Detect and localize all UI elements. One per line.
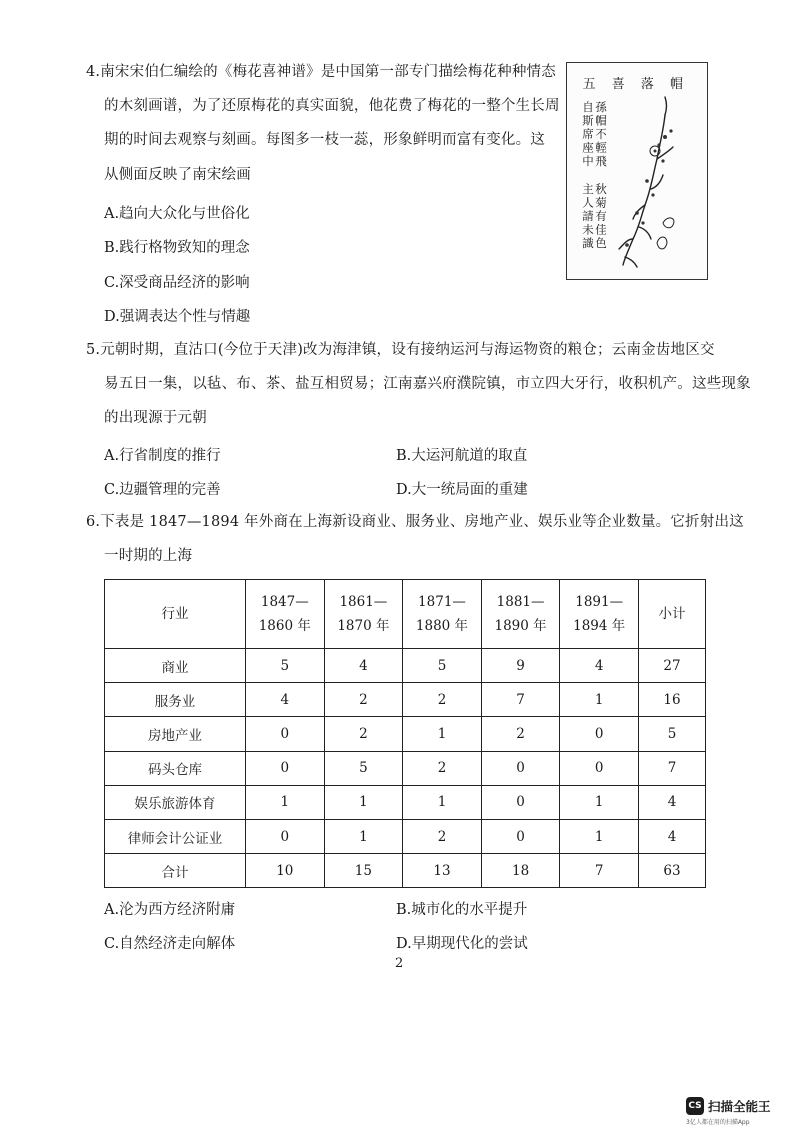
row-period-value: 18 (481, 854, 560, 888)
q4-option-b: B.践行格物致知的理念 (104, 240, 250, 256)
figure-poem-col-4: 主人請未識 (581, 183, 595, 251)
figure-title: 五 喜 落 帽 (582, 77, 689, 92)
table-row (105, 819, 706, 853)
row-period-value: 1 (560, 785, 639, 819)
watermark-name: 扫描全能王 (708, 1099, 771, 1114)
header-period-5: 1891— 1894 年 (560, 580, 639, 649)
row-subtotal: 4 (639, 785, 706, 819)
row-subtotal: 4 (639, 819, 706, 853)
row-period-value: 4 (246, 683, 325, 717)
row-industry-name: 房地产业 (105, 717, 246, 751)
row-period-value: 2 (324, 683, 403, 717)
row-industry-name: 律师会计公证业 (105, 819, 246, 853)
row-period-value: 5 (324, 751, 403, 785)
page-number: 2 (395, 956, 404, 971)
camscanner-logo-icon: CS (686, 1097, 704, 1115)
row-period-value: 7 (560, 854, 639, 888)
header-period-2: 1861— 1870 年 (324, 580, 403, 649)
enterprise-count-table (104, 579, 706, 888)
q4-stem-line-2: 的木刻画谱，为了还原梅花的真实面貌，他花费了梅花的一整个生长周 (104, 98, 560, 114)
row-period-value: 15 (324, 854, 403, 888)
q5-option-b: B.大运河航道的取直 (396, 448, 528, 464)
header-period-3: 1871— 1880 年 (403, 580, 482, 649)
table-header-row (105, 580, 706, 649)
row-period-value: 2 (324, 717, 403, 751)
q5-stem-line-1: 5.元朝时期，直沽口(今位于天津)改为海津镇，设有接纳运河与海运物资的粮仓；云南金齿地区交 (86, 342, 715, 358)
row-period-value: 1 (324, 819, 403, 853)
row-period-value: 1 (403, 785, 482, 819)
q5-stem-line-3: 的出现源于元朝 (104, 410, 207, 426)
q4-stem-line-3: 期的时间去观察与刻画。每图多一枝一蕊，形象鲜明而富有变化。这 (104, 132, 545, 148)
figure-poem-col-1: 孫帽不輕飛 (594, 101, 608, 169)
row-industry-name: 服务业 (105, 683, 246, 717)
table-row (105, 683, 706, 717)
row-period-value: 1 (324, 785, 403, 819)
row-period-value: 0 (560, 751, 639, 785)
q5-option-d: D.大一统局面的重建 (396, 482, 528, 498)
header-period-1: 1847— 1860 年 (246, 580, 325, 649)
row-period-value: 1 (246, 785, 325, 819)
row-period-value: 4 (560, 649, 639, 683)
row-period-value: 0 (481, 785, 560, 819)
q6-option-b: B.城市化的水平提升 (396, 902, 528, 918)
row-subtotal: 16 (639, 683, 706, 717)
q6-option-c: C.自然经济走向解体 (104, 936, 236, 952)
row-period-value: 7 (481, 683, 560, 717)
row-subtotal: 7 (639, 751, 706, 785)
row-period-value: 4 (324, 649, 403, 683)
row-period-value: 0 (481, 751, 560, 785)
row-period-value: 5 (246, 649, 325, 683)
q6-option-d: D.早期现代化的尝试 (396, 936, 528, 952)
row-industry-name: 码头仓库 (105, 751, 246, 785)
row-period-value: 2 (403, 751, 482, 785)
header-subtotal: 小计 (639, 580, 706, 649)
figure-poem-col-2: 秋菊有佳色 (594, 183, 608, 251)
row-period-value: 0 (246, 819, 325, 853)
row-period-value: 2 (403, 819, 482, 853)
figure-poem-col-3: 自斯席座中 (581, 101, 595, 169)
row-period-value: 2 (481, 717, 560, 751)
q5-option-c: C.边疆管理的完善 (104, 482, 221, 498)
q4-stem-line-1: 4.南宋宋伯仁编绘的《梅花喜神谱》是中国第一部专门描绘梅花种种情态 (86, 64, 556, 80)
row-subtotal: 63 (639, 854, 706, 888)
row-period-value: 1 (403, 717, 482, 751)
q6-option-a: A.沦为西方经济附庸 (104, 902, 236, 918)
row-period-value: 1 (560, 819, 639, 853)
table-row (105, 854, 706, 888)
q4-stem-line-4: 从侧面反映了南宋绘画 (104, 167, 251, 183)
q6-stem-line-2: 一时期的上海 (104, 548, 193, 564)
header-industry: 行业 (105, 580, 246, 649)
q4-option-c: C.深受商品经济的影响 (104, 275, 250, 291)
row-industry-name: 合计 (105, 854, 246, 888)
header-period-4: 1881— 1890 年 (481, 580, 560, 649)
row-period-value: 0 (560, 717, 639, 751)
table-row (105, 649, 706, 683)
plum-branch-illustration (567, 63, 707, 279)
row-industry-name: 商业 (105, 649, 246, 683)
row-period-value: 0 (481, 819, 560, 853)
row-period-value: 0 (246, 751, 325, 785)
row-period-value: 5 (403, 649, 482, 683)
q5-stem-line-2: 易五日一集，以毡、布、茶、盐互相贸易；江南嘉兴府濮院镇，市立四大牙行，收积机产。这些现象 (104, 376, 751, 392)
row-period-value: 1 (560, 683, 639, 717)
row-period-value: 13 (403, 854, 482, 888)
q5-option-a: A.行省制度的推行 (104, 448, 221, 464)
row-period-value: 2 (403, 683, 482, 717)
row-period-value: 10 (246, 854, 325, 888)
q6-stem-line-1: 6.下表是 1847—1894 年外商在上海新设商业、服务业、房地产业、娱乐业等企业数量。它折射出这 (86, 514, 744, 530)
q4-option-a: A.趋向大众化与世俗化 (104, 206, 250, 222)
plum-blossom-figure (566, 62, 708, 280)
row-subtotal: 27 (639, 649, 706, 683)
row-industry-name: 娱乐旅游体育 (105, 785, 246, 819)
row-period-value: 0 (246, 717, 325, 751)
row-subtotal: 5 (639, 717, 706, 751)
row-period-value: 9 (481, 649, 560, 683)
table-row (105, 751, 706, 785)
table-row (105, 785, 706, 819)
q4-option-d: D.强调表达个性与情趣 (104, 309, 251, 325)
watermark-subtitle: 3亿人都在用的扫描App (686, 1119, 750, 1126)
table-row (105, 717, 706, 751)
